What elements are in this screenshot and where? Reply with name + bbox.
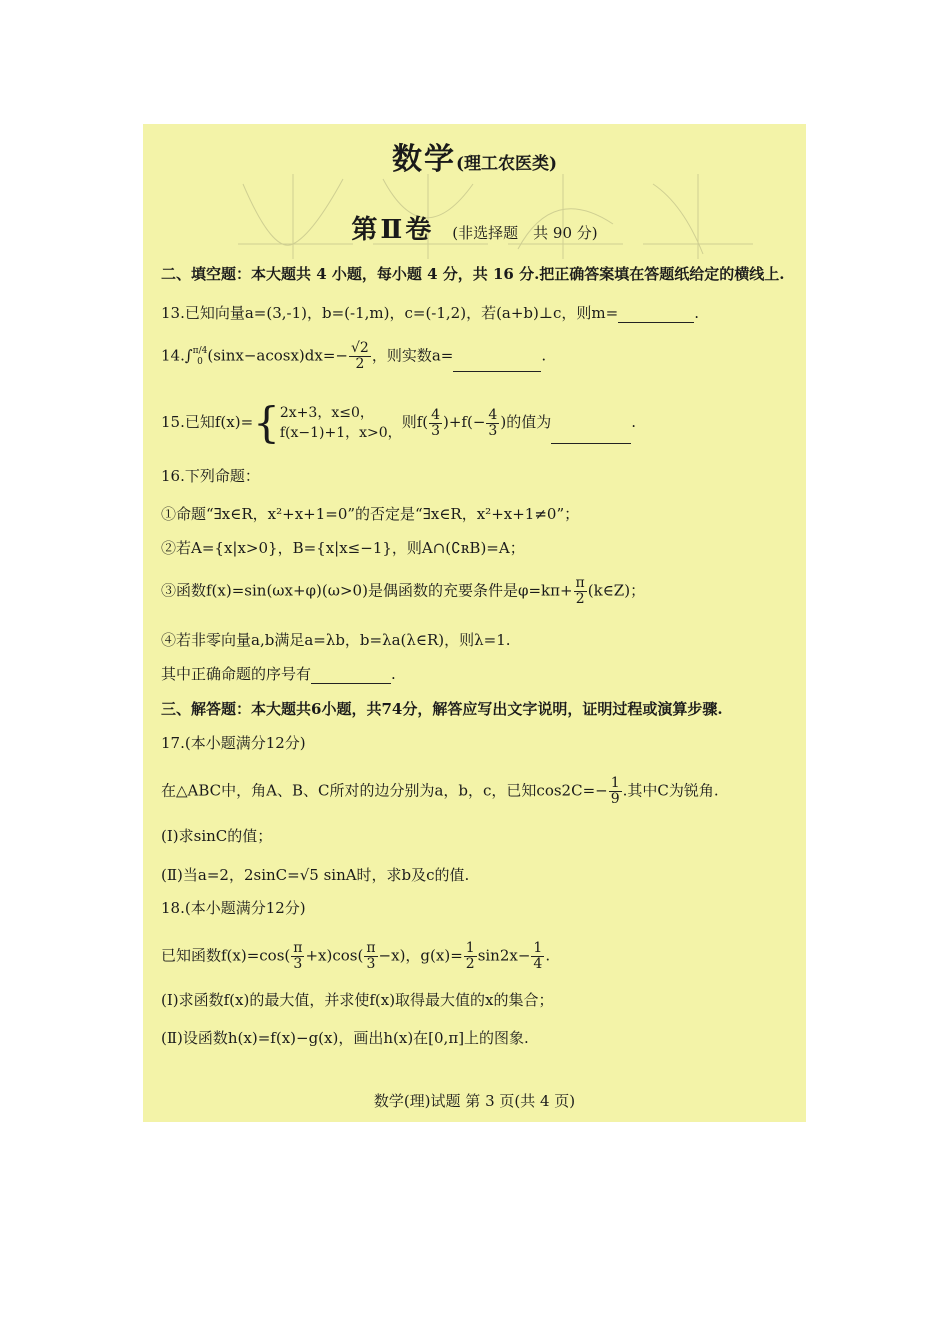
question-17-stem: 在△ABC中，角A、B、C所对的边分别为a，b，c，已知cos2C=− $\frac{1}{9}$ .其中C为锐角. [161,775,719,807]
question-18-title: 18.(本小题满分12分) [161,899,306,917]
page-footer: 数学(理)试题 第 3 页(共 4 页) [373,1092,576,1110]
question-16-item-2: ②若A={x|x>0}，B={x|x≤−1}，则A∩(∁ʀB)=A； [161,539,525,557]
question-16-ask: 其中正确命题的序号有 . [161,665,396,683]
section2-heading: 二、填空题：本大题共 4 小题，每小题 4 分，共 16 分.把正确答案填在答题纸给定的横线上. [161,265,785,283]
question-18-stem: 已知函数f(x)=cos( $\frac{\pi}{3}$ +x)cos( $\frac{\pi}{3}$ −x)，g(x)= $\frac{1}{2}$ sin2x− $\frac{1}{4}$ . [161,940,551,972]
question-16-item-1: ①命题“∃x∈R，x²+x+1=0”的否定是“∃x∈R，x²+x+1≠0”； [161,505,580,523]
question-16-item-3: ③函数f(x)=sin(ωx+φ)(ω>0)是偶函数的充要条件是φ=kπ+ $\frac{\pi}{2}$ (k∈Z)； [161,575,646,607]
exam-page [143,124,806,1122]
page-title: 数学(理工农医类) [391,142,558,177]
question-17-part-1: (Ⅰ)求sinC的值； [161,827,273,845]
question-17-part-2: (Ⅱ)当a=2，2sinC=√5 sinA时，求b及c的值. [161,866,470,884]
question-18-part-2: (Ⅱ)设函数h(x)=f(x)−g(x)，画出h(x)在[0,π]上的图象. [161,1029,529,1047]
volume-heading: 第Ⅱ卷 (非选择题 共 90 分) [351,215,598,245]
question-16-title: 16.下列命题： [161,467,260,485]
question-14: 14.∫ π/4 0 (sinx−acosx)dx=− $\frac{√2}{2}$ ，则实数a= . [161,340,547,372]
question-18-part-1: (Ⅰ)求函数f(x)的最大值，并求使f(x)取得最大值的x的集合； [161,991,554,1009]
section3-heading: 三、解答题：本大题共6小题，共74分，解答应写出文字说明，证明过程或演算步骤. [161,700,723,718]
question-16-item-4: ④若非零向量a,b满足a=λb，b=λa(λ∈R)，则λ=1. [161,631,511,649]
question-15: 15.已知f(x)={ 2x+3，x≤0， f(x−1)+1，x>0， 则f( $\frac{4}{3}$ )+f(− $\frac{4}{3}$ )的值为 . [161,398,636,447]
question-17-title: 17.(本小题满分12分) [161,734,306,752]
question-13: 13.已知向量a=(3,-1)，b=(-1,m)，c=(-1,2)，若(a+b)⊥c，则m= . [161,304,699,322]
